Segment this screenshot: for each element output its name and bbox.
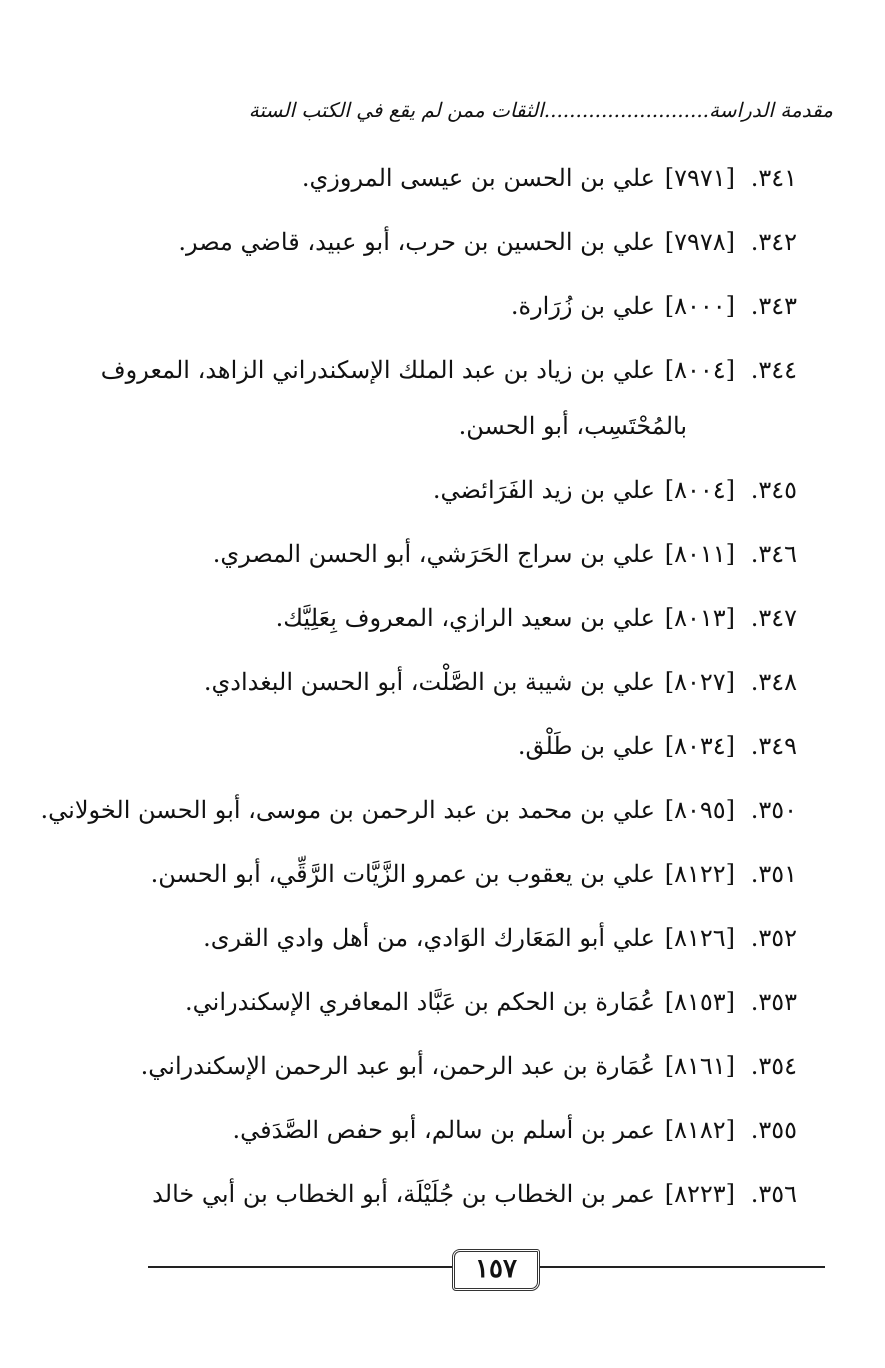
entry-id: [٨٠٢٧] [664,668,735,696]
entry-number: ٣٥٤. [750,1052,797,1080]
list-item [40,462,797,518]
list-item [40,278,797,334]
entry-text: عمر بن أسلم بن سالم، أبو حفص الصَّدَفي. [232,1116,655,1144]
running-header [50,98,833,134]
entry-id: [٨١٢٢] [664,860,735,888]
entry-number: ٣٥١. [750,860,797,888]
entry-text: علي بن زيد الفَرَائضي. [432,476,655,504]
list-item [40,150,797,206]
list-item [40,1038,797,1094]
entry-number: ٣٤١. [750,164,797,192]
entry-text: علي بن محمد بن عبد الرحمن بن موسى، أبو الحسن الخولاني. [40,796,655,824]
list-item [40,1166,797,1222]
entry-id: [٨٢٢٣] [664,1180,735,1208]
entry-text: عُمَارة بن الحكم بن عَبَّاد المعافري الإسكندراني. [185,988,655,1016]
entry-id: [٨٠٠٤] [664,476,735,504]
entry-number: ٣٥٢. [750,924,797,952]
list-item [40,718,797,774]
entry-id: [٨١٥٣] [664,988,735,1016]
entry-number: ٣٤٤. [750,356,797,384]
entry-id: [٨١٢٦] [664,924,735,952]
header-dots: .......................... [543,98,710,122]
list-item [40,782,797,838]
entry-id: [٧٩٧٨] [664,228,735,256]
entry-number: ٣٤٩. [750,732,797,760]
entry-id: [٨٠٣٤] [664,732,735,760]
page-number: ١٥٧ [452,1249,540,1291]
entry-id: [٨٠١١] [664,540,735,568]
list-item [40,214,797,270]
header-title: الثقات ممن لم يقع في الكتب الستة [248,98,544,122]
entry-text: علي بن زُرَارة. [510,292,655,320]
entry-text: عُمَارة بن عبد الرحمن، أبو عبد الرحمن الإسكندراني. [140,1052,655,1080]
header-section: مقدمة الدراسة [709,98,833,122]
entry-id: [٨٠٩٥] [664,796,735,824]
entry-text: علي بن زياد بن عبد الملك الإسكندراني الزاهد، المعروف بالمُحْتَسِب، أبو الحسن. [100,356,687,440]
entry-number: ٣٤٦. [750,540,797,568]
entry-text: علي بن سعيد الرازي، المعروف بِعَلِيَّك. [275,604,655,632]
entry-number: ٣٥٣. [750,988,797,1016]
entry-number: ٣٤٧. [750,604,797,632]
list-item [40,910,797,966]
list-item [40,654,797,710]
entry-text: علي بن سراج الحَرَشي، أبو الحسن المصري. [212,540,655,568]
entry-number: ٣٥٥. [750,1116,797,1144]
list-item [40,846,797,902]
entry-text: علي بن الحسن بن عيسى المروزي. [301,164,655,192]
entry-number: ٣٤٥. [750,476,797,504]
entry-text: علي بن طَلْق. [517,732,655,760]
entry-id: [٨٠١٣] [664,604,735,632]
entry-number: ٣٤٨. [750,668,797,696]
list-item [40,526,797,582]
entry-id: [٨٠٠٤] [664,356,735,384]
list-item [40,590,797,646]
entry-id: [٨٠٠٠] [664,292,735,320]
entry-number: ٣٥٠. [750,796,797,824]
entry-text: عمر بن الخطاب بن جُلَيْلَة، أبو الخطاب بن أبي خالد [152,1180,655,1208]
entry-number: ٣٤٢. [750,228,797,256]
entry-text: علي بن يعقوب بن عمرو الزَّيَّات الرَّقِّي، أبو الحسن. [150,860,655,888]
entry-id: [٧٩٧١] [664,164,735,192]
entry-id: [٨١٦١] [664,1052,735,1080]
entry-id: [٨١٨٢] [664,1116,735,1144]
entry-text: علي بن شيبة بن الصَّلْت، أبو الحسن البغدادي. [203,668,655,696]
list-item [40,1102,797,1158]
list-item [40,974,797,1030]
entry-text: علي أبو المَعَارك الوَادي، من أهل وادي القرى. [203,924,655,952]
entry-number: ٣٥٦. [750,1180,797,1208]
entry-number: ٣٤٣. [750,292,797,320]
entry-list [40,150,797,1230]
entry-text: علي بن الحسين بن حرب، أبو عبيد، قاضي مصر. [178,228,655,256]
list-item [40,342,797,454]
